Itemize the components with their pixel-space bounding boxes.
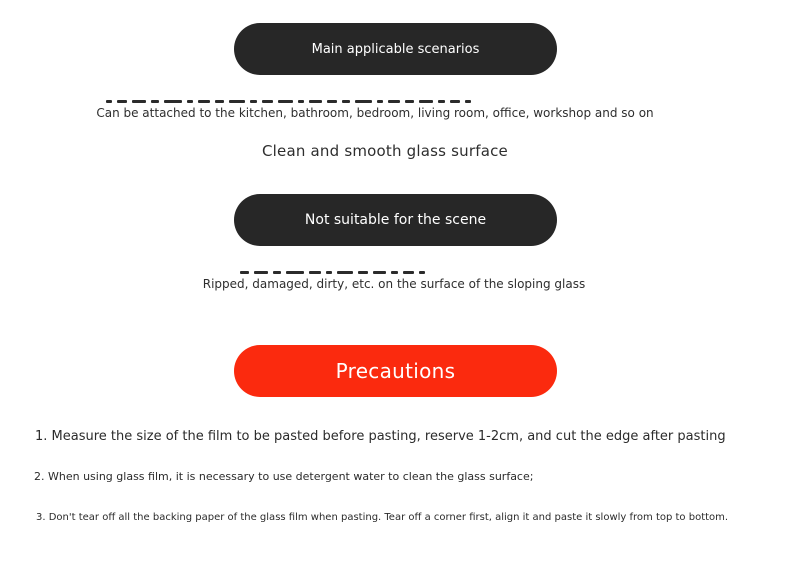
clipped-text-fragment xyxy=(240,271,570,275)
scenarios-heading-pill xyxy=(234,23,557,75)
precaution-item-2: 2. When using glass film, it is necessary to use detergent water to clean the glass surface; xyxy=(34,470,534,483)
precautions-heading: Precautions xyxy=(335,359,456,383)
scenarios-heading: Main applicable scenarios xyxy=(311,41,480,57)
not-suitable-description: Ripped, damaged, dirty, etc. on the surface of the sloping glass xyxy=(202,277,586,291)
clipped-text-fragment xyxy=(106,100,680,104)
precautions-heading-pill xyxy=(234,345,557,397)
surface-requirement: Clean and smooth glass surface xyxy=(262,142,508,160)
scenarios-description: Can be attached to the kitchen, bathroom, bedroom, living room, office, workshop and so on xyxy=(96,106,654,120)
precaution-item-1: 1. Measure the size of the film to be pasted before pasting, reserve 1-2cm, and cut the edge after pasting xyxy=(35,429,726,444)
not-suitable-heading-pill xyxy=(234,194,557,246)
not-suitable-heading: Not suitable for the scene xyxy=(304,212,487,228)
precaution-item-3: 3. Don't tear off all the backing paper of the glass film when pasting. Tear off a corner first, align it and paste it slowly from top to bottom. xyxy=(36,512,729,523)
